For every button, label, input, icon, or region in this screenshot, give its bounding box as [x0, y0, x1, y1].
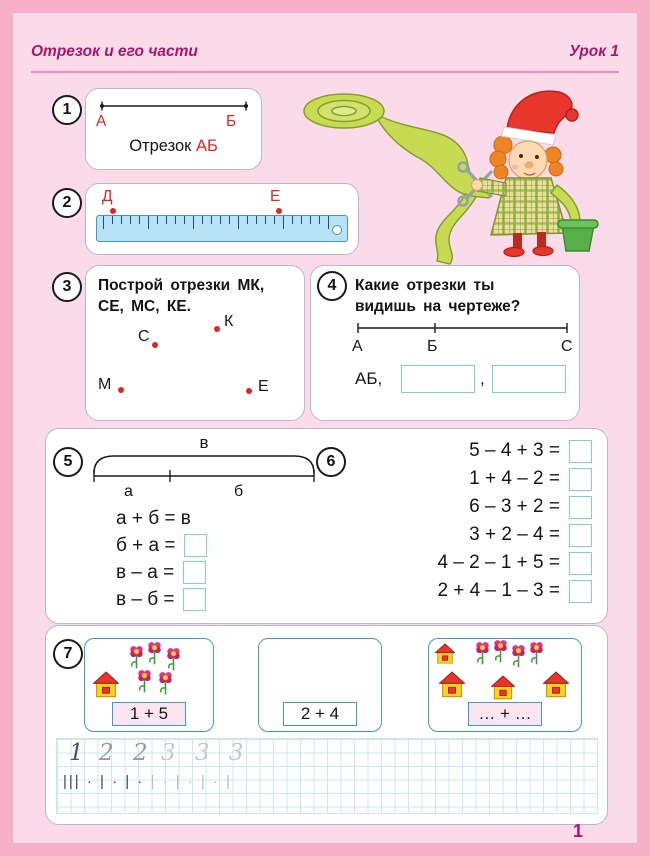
card-2-expression: 2 + 4 [283, 702, 357, 726]
task-5-number: 5 [53, 447, 83, 477]
answer-box[interactable] [569, 524, 592, 547]
house-icon [439, 671, 465, 699]
flower-icon [166, 647, 181, 674]
chart-label-c: С [561, 338, 573, 355]
task-2-number: 2 [52, 188, 82, 218]
point-k-dot [214, 326, 220, 332]
ribbon-spiral-icon [304, 94, 384, 128]
equation-row: в – б = [116, 586, 207, 613]
flower-icon [529, 641, 544, 668]
answer-box[interactable] [569, 580, 592, 603]
segment-ab [98, 99, 250, 113]
point-c-dot [152, 342, 158, 348]
chart-label-b: Б [427, 338, 438, 355]
whole-label: в [199, 433, 209, 452]
equation-row: в – а = [116, 559, 207, 586]
point-e2-dot [246, 388, 252, 394]
handwriting-grid[interactable] [56, 738, 598, 814]
picture-card-2[interactable] [258, 638, 382, 732]
card-3-expression[interactable]: … + … [468, 702, 542, 726]
flower-icon [511, 644, 526, 671]
task-7-number: 7 [53, 639, 83, 669]
pot-icon [562, 225, 594, 251]
answer-separator: , [480, 369, 485, 388]
task-3-text: Построй отрезки МК, СЕ, МС, КЕ. [98, 277, 265, 315]
page-inner [13, 13, 637, 843]
point-label-d: Д [102, 188, 113, 205]
point-label-b: Б [226, 113, 237, 130]
gnome-hat [507, 91, 572, 133]
flower-icon [158, 671, 173, 698]
answer-box-2[interactable] [492, 365, 566, 393]
picture-card-3 [428, 638, 582, 732]
flower-icon [475, 641, 490, 668]
answer-box[interactable] [569, 468, 592, 491]
answer-box[interactable] [569, 440, 592, 463]
equation-row: 6 – 3 + 2 = [296, 493, 592, 521]
picture-card-1 [84, 638, 214, 732]
page-title: Отрезок и его части [31, 43, 198, 60]
answer-box[interactable] [569, 552, 592, 575]
flower-icon [137, 669, 152, 696]
point-label-k: К [224, 313, 234, 330]
task-1-box [85, 88, 262, 170]
answer-box[interactable] [569, 496, 592, 519]
point-m-dot [118, 387, 124, 393]
handwriting-sample: 2 2 [99, 740, 154, 766]
card-1-expression: 1 + 5 [112, 702, 186, 726]
equation-row: 5 – 4 + 3 = [296, 437, 592, 465]
point-e-dot [276, 208, 282, 214]
ruler [96, 215, 348, 242]
page-number: 1 [573, 821, 584, 841]
task-6-number: 6 [316, 447, 346, 477]
equation-row: 1 + 4 – 2 = [296, 465, 592, 493]
task-3-box [85, 265, 305, 421]
handwriting-sample: 1 [69, 740, 84, 766]
gnome-face [509, 141, 547, 179]
answer-box[interactable] [183, 588, 206, 611]
answer-box-1[interactable] [401, 365, 475, 393]
equation-row: 3 + 2 – 4 = [296, 521, 592, 549]
equation-row: а + б = в [116, 507, 191, 529]
task-4-box [310, 265, 580, 421]
point-label-c: С [138, 328, 150, 345]
task-5-equations [116, 505, 207, 613]
point-label-a: А [96, 113, 107, 130]
flower-icon [147, 641, 162, 668]
lesson-label: Урок 1 [569, 43, 619, 60]
task-7-box [45, 625, 608, 825]
task-1-number: 1 [52, 95, 82, 125]
part1-label: а [124, 483, 133, 500]
answer-box[interactable] [184, 534, 207, 557]
segment-caption: Отрезок АБ [129, 137, 218, 155]
house-icon [435, 643, 455, 665]
house-icon [543, 671, 569, 699]
bracket-segment [84, 449, 324, 485]
house-icon [93, 671, 119, 699]
equation-row: 4 – 2 – 1 + 5 = [296, 549, 592, 577]
chart-label-a: А [352, 338, 363, 355]
point-label-e2: Е [258, 378, 269, 395]
segment-abc [355, 320, 570, 336]
task-3-number: 3 [52, 272, 82, 302]
point-d-dot [110, 208, 116, 214]
house-icon [491, 675, 515, 701]
task-4-number: 4 [317, 271, 347, 301]
part-whole-diagram [84, 433, 324, 503]
tally-marks: ||| · | · | · | · | · | · | [63, 773, 233, 790]
flower-icon [493, 639, 508, 666]
task-4-text: Какие отрезки ты видишь на чертеже? [355, 277, 521, 315]
handwriting-sample: 3 3 3 [161, 740, 250, 766]
flower-icon [129, 645, 144, 672]
part2-label: б [234, 483, 244, 500]
point-label-m: М [98, 376, 112, 393]
answer-box[interactable] [183, 561, 206, 584]
equation-row: б + а = [116, 532, 207, 559]
point-label-e: Е [270, 188, 281, 205]
task-2-box [85, 183, 359, 255]
answer-prefix: АБ, [355, 369, 383, 388]
page-header [31, 43, 619, 73]
equation-row: 2 + 4 – 1 – 3 = [296, 577, 592, 605]
